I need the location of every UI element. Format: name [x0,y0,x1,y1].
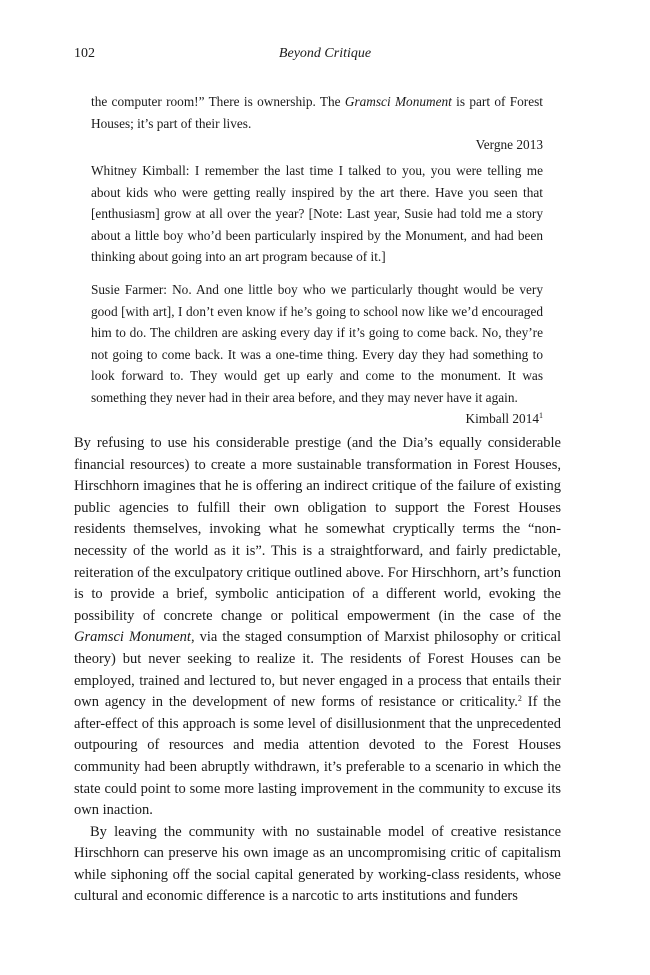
interview-answer [91,279,543,430]
paragraph-text-segment: By refusing to use his considerable prestige (and the Dia’s equally considerable financial resources) to create a more sustainable transformation in Forest Houses, Hirschhorn imagines that he is offering an indirect critique of the failure of existing public agencies to fulfill their own obligation to support the Forest Houses residents themselves, invoking what he somewhat cryptically terms the “non-necessity of the world as it is”. This is a straightforward, and fairly predictable, reiteration of the exculpatory critique outlined above. For Hirschhorn, art’s function is to provide a brief, symbolic anticipation of a different world, evoking the possibility of concrete change or political empowerment (in the case of the [74,435,561,624]
body-text [74,433,561,908]
interview-citation [91,408,543,430]
footnote-marker: 2 [517,694,522,704]
paragraph-2: By leaving the community with no sustainable model of creative resistance Hirschhorn can preserve his own image as an uncompromising critic of capitalism while siphoning off the social capital generated by working-class residents, whose cultural and economic difference is a narcotic to arts institutions and funders [74,823,561,905]
interview-question [91,160,543,268]
quote-text [91,91,543,134]
paragraph-text-segment: If the after-effect of this approach is some level of disillusionment that the unprecedented outpouring of resources and media attention devoted to the Forest Houses community had been abruptly withdrawn, it’s preferable to a scenario in which the state could point to some more lasting improvement in the community to excuse its own inaction. [74,694,561,819]
interview-answer-text: Susie Farmer: No. And one little boy who we particularly thought would be very good [with art], I don’t even know if he’s going to school now like we’d encouraged him to do. The children are asking every day if it’s going to come back. No, they’re not going to come back. It was a one-time thing. Every day they had something to look forward to. They would get up early and come to the monument. It was something they never had in their area before, and they may never have it again. [91,282,543,405]
footnote-marker: 1 [539,411,543,420]
paragraph-1 [74,433,561,822]
quote-text-segment: the computer room!” There is ownership. The [91,94,345,109]
running-head [74,46,576,66]
quote-citation: Vergne 2013 [475,137,543,152]
interview-question-text: Whitney Kimball: I remember the last time I talked to you, you were telling me about kids who were getting really inspired by the art there. Have you seen that [enthusiasm] grow at all over the year? [Note: Last year, Susie had told me a story about a little boy who’d been particularly inspired by the Monument, and had been thinking about going into an art program because of it.] [91,163,543,264]
quote-italic-title: Gramsci Monument [344,94,452,109]
paragraph-italic-title: Gramsci Monument [74,629,191,646]
block-quote-vergne [91,91,543,156]
page-number: 102 [74,46,95,61]
citation-text: Kimball 2014 [465,411,539,426]
paragraph-text-segment: , via the staged consumption of Marxist philosophy or critical theory) but never seeking to realize it. The residents of Forest Houses can be employed, trained and lectured to, but never engaged in a process that entails their own agency in the development of new forms of resistance or criticality. [74,629,561,711]
running-title: Beyond Critique [278,46,372,61]
quote-text-segment: is part of Forest Houses; it’s part of their lives. [91,94,543,131]
